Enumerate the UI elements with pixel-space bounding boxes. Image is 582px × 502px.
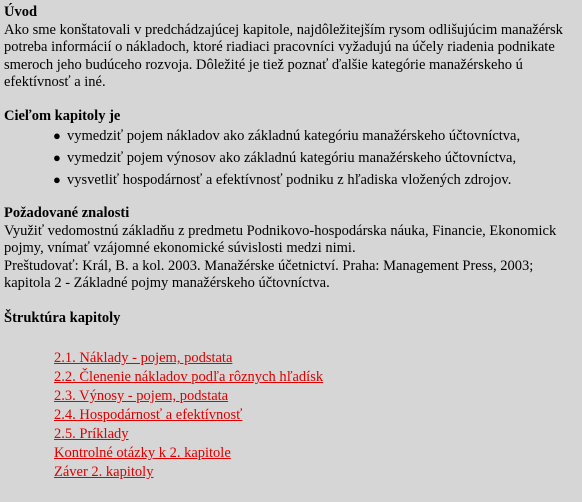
- chapter-link-item: [54, 444, 582, 463]
- goal-text: vymedziť pojem nákladov ako základnú kategóriu manažérskeho účtovníctva,: [67, 128, 521, 144]
- link-2-3-vynosy[interactable]: 2.3. Výnosy - pojem, podstata: [54, 388, 229, 404]
- knowledge-line: Preštudovať: Král, B. a kol. 2003. Manažérske účetnictví. Praha: Management Press, 2003;: [4, 257, 534, 274]
- link-kontrolne-otazky[interactable]: Kontrolné otázky k 2. kapitole: [54, 445, 231, 461]
- knowledge-line: Využiť vedomostnú základňu z predmetu Podnikovo-hospodárska náuka, Financie, Ekonomick: [4, 222, 557, 239]
- goal-text: vymedziť pojem výnosov ako základnú kategóriu manažérskeho účtovníctva,: [67, 150, 517, 166]
- intro-line: efektívnosť a iné.: [4, 74, 106, 90]
- knowledge-line: kapitola 2 - Základné pojmy manažérskeho účtovníctva.: [4, 275, 330, 291]
- goals-list: [4, 125, 582, 191]
- intro-line: smeroch jeho budúceho rozvoja. Dôležité je tiež poznať ďalšie kategórie manažérskeho ú: [4, 56, 523, 73]
- goals-section: [4, 108, 582, 192]
- link-2-2-clenenie-nakladov[interactable]: 2.2. Členenie nákladov podľa rôznych hľadísk: [54, 369, 324, 385]
- intro-line: Ako sme konštatovali v predchádzajúcej kapitole, najdôležitejším rysom odlišujúcim manažérsk: [4, 21, 563, 38]
- intro-section: [4, 4, 582, 92]
- knowledge-line: pojmy, vnímať vzájomné ekonomické súvislosti medzi nimi.: [4, 240, 356, 256]
- knowledge-section: [4, 205, 582, 293]
- goal-item: [53, 169, 582, 191]
- chapter-link-item: [54, 463, 582, 482]
- goal-item: [53, 125, 582, 147]
- goals-heading: Cieľom kapitoly je: [4, 107, 121, 124]
- chapter-link-item: [54, 406, 582, 425]
- chapter-links: [54, 349, 582, 482]
- goal-item: [53, 147, 582, 169]
- structure-section: [4, 310, 582, 483]
- chapter-link-item: [54, 425, 582, 444]
- link-2-5-priklady[interactable]: 2.5. Príklady: [54, 426, 129, 442]
- intro-paragraph: [4, 22, 582, 92]
- chapter-link-item: [54, 349, 582, 368]
- chapter-content: [4, 4, 582, 482]
- bullet-icon: ●: [53, 128, 61, 143]
- bullet-icon: ●: [53, 172, 61, 187]
- link-zaver[interactable]: Záver 2. kapitoly: [54, 464, 154, 480]
- bullet-icon: ●: [53, 150, 61, 165]
- link-2-1-naklady[interactable]: 2.1. Náklady - pojem, podstata: [54, 350, 233, 366]
- link-2-4-hospodarnost[interactable]: 2.4. Hospodárnosť a efektívnosť: [54, 407, 243, 423]
- intro-heading: Úvod: [4, 4, 38, 20]
- goal-text: vysvetliť hospodárnosť a efektívnosť podniku z hľadiska vložených zdrojov.: [67, 172, 512, 188]
- chapter-link-item: [54, 368, 582, 387]
- knowledge-heading: Požadované znalosti: [4, 205, 130, 221]
- chapter-link-item: [54, 387, 582, 406]
- knowledge-paragraph: [4, 223, 582, 293]
- intro-line: potreba informácií o nákladoch, ktoré riadiaci pracovníci vyžadujú na účely riadenia podnikate: [4, 39, 555, 55]
- structure-heading: Štruktúra kapitoly: [4, 309, 121, 326]
